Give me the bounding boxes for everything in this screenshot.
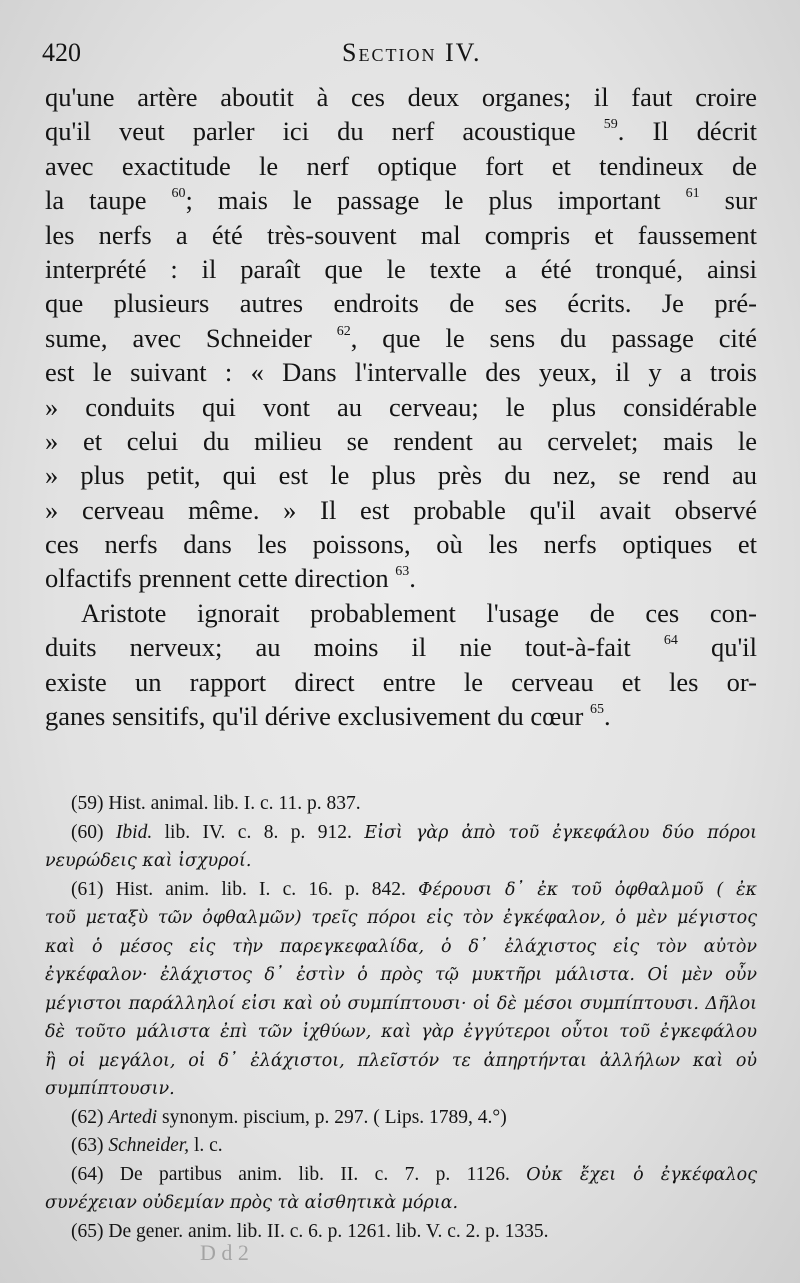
body-line: » et celui du milieu se rendent au cervelet; mais le	[45, 425, 757, 456]
body-text	[45, 80, 757, 733]
footnote-ref: 64	[663, 633, 678, 649]
body-line: interprété : il paraît que le texte a été tronqué, ainsi	[45, 253, 757, 284]
footnote-64-cont: συνέχειαν οὐδεμίαν πρὸς τὰ αἰσθητικὰ μόρια.	[45, 1193, 459, 1213]
page-header	[42, 38, 760, 74]
footnote-ref: 61	[685, 186, 700, 202]
footnote-61-cont: μέγιστοι παράλληλοί εἰσι καὶ οὐ συμπίπτουσι· οἱ δὲ μέσοι συμπίπτουσι. Δῆλοι	[45, 993, 757, 1014]
body-line: que plusieurs autres endroits de ses écrits. Je pré-	[45, 288, 757, 319]
body-line: » cerveau même. » Il est probable qu'il avait observé	[45, 494, 757, 525]
footnote-60: (60) Ibid. lib. IV. c. 8. p. 912. Εἰσὶ γὰρ ἀπὸ τοῦ ἐγκεφάλου δύο πόροι	[71, 821, 758, 843]
footnote-ref: 59	[603, 117, 618, 133]
footnote-61-cont: δὲ τοῦτο μάλιστα ἐπὶ τῶν ἰχθύων, καὶ γὰρ ἐγγύτεροι οὗτοι τοῦ ἐγκεφάλου	[45, 1022, 757, 1042]
body-line: qu'il veut parler ici du nerf acoustique $^{59}$. Il décrit	[45, 116, 758, 147]
body-line: duits nerveux; au moins il nie tout-à-fait $^{64}$ qu'il	[45, 632, 758, 663]
body-line: ganes sensitifs, qu'il dérive exclusivement du cœur $^{65}$.	[45, 701, 611, 732]
footnote-61: (61) Hist. anim. lib. I. c. 16. p. 842. Φέρουσι δ᾽ ἐκ τοῦ ὀφθαλμοῦ ( ἐκ	[71, 878, 758, 900]
body-line: avec exactitude le nerf optique fort et tendineux de	[45, 150, 757, 181]
body-line: la taupe $^{60}$; mais le passage le plus important $^{61}$ sur	[45, 185, 758, 216]
body-line: qu'une artère aboutit à ces deux organes; il faut croire	[45, 82, 757, 112]
body-line: » plus petit, qui est le plus près du nez, se rend au	[45, 460, 757, 491]
footnote-65: (65) De gener. anim. lib. II. c. 6. p. 1261. lib. V. c. 2. p. 1335.	[71, 1220, 549, 1242]
footnote-59: (59) Hist. animal. lib. I. c. 11. p. 837.	[71, 793, 361, 814]
footnote-60-cont: νευρώδεις καὶ ἰσχυροί.	[45, 851, 252, 871]
footnote-63: (63) Schneider, l. c.	[71, 1135, 223, 1156]
footnote-61-cont: συμπίπτουσιν.	[45, 1079, 175, 1099]
footnote-ref: 60	[171, 186, 186, 202]
body-line: olfactifs prennent cette direction $^{63}$.	[45, 563, 416, 594]
footnote-ref: 65	[589, 702, 604, 718]
body-line: les nerfs a été très-souvent mal compris et faussement	[45, 219, 757, 250]
body-line: » conduits qui vont au cerveau; le plus considérable	[45, 391, 757, 422]
footnote-ref: 62	[336, 323, 351, 339]
footnote-ref: 63	[395, 564, 410, 580]
body-line: est le suivant : « Dans l'intervalle des yeux, il y a trois	[45, 357, 757, 388]
footnote-61-cont: ἢ οἱ μεγάλοι, οἱ δ᾽ ἐλάχιστοι, πλεῖστόν τε ἀπηρτήνται ἀλλήλων καὶ οὐ	[45, 1050, 757, 1071]
signature-mark: D d 2	[200, 1240, 249, 1265]
running-head: Section IV.	[342, 38, 482, 67]
body-line: sume, avec Schneider $^{62}$, que le sens du passage cité	[45, 322, 758, 353]
page-number: 420	[42, 38, 81, 67]
footnote-61-cont: καὶ ὁ μέσος εἰς τὴν παρεγκεφαλίδα, ὁ δ᾽ ἐλάχιστος εἰς τὸν αὐτὸν	[45, 936, 757, 957]
body-line: Aristote ignorait probablement l'usage de ces con-	[81, 597, 757, 628]
footnote-62: (62) Artedi synonym. piscium, p. 297. ( Lips. 1789, 4.°)	[71, 1106, 507, 1128]
footnote-61-cont: τοῦ μεταξὺ τῶν ὀφθαλμῶν) τρεῖς πόροι εἰς τὸν ἐγκέφαλον, ὁ μὲν μέγιστος	[45, 908, 757, 928]
footnote-61-cont: ἐγκέφαλον· ἐλάχιστος δ᾽ ἐστὶν ὁ πρὸς τῷ μυκτῆρι μάλιστα. Οἱ μὲν οὖν	[45, 965, 757, 985]
body-line: ces nerfs dans les poissons, où les nerfs optiques et	[45, 529, 757, 560]
body-line: existe un rapport direct entre le cerveau et les or-	[45, 666, 757, 697]
footnote-64: (64) De partibus anim. lib. II. c. 7. p. 1126. Οὐκ ἔχει ὁ ἐγκέφαλος	[71, 1163, 758, 1185]
footnotes	[45, 790, 757, 1246]
